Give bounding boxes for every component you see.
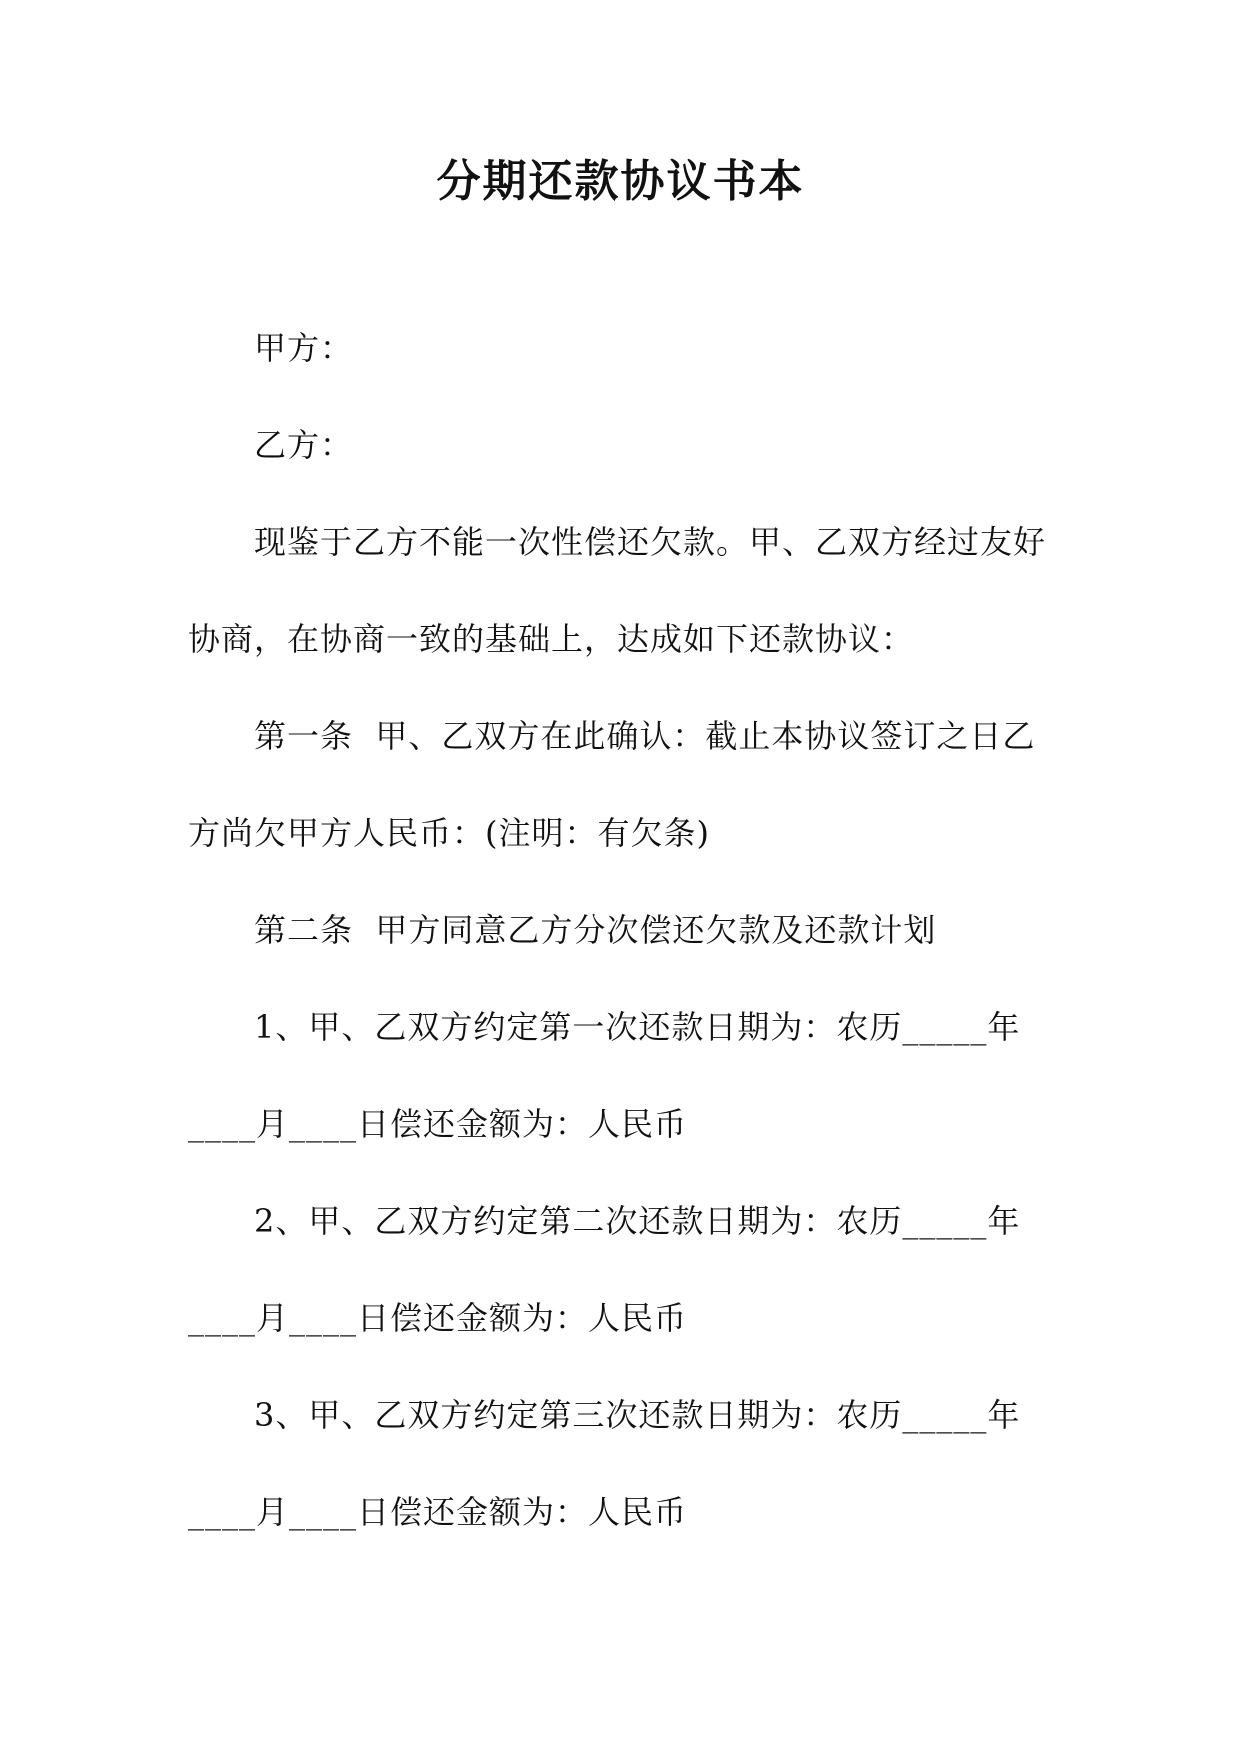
installment-one-paragraph: 1、甲、乙双方约定第一次还款日期为：农历_____年____月____日偿还金额为：人民币 bbox=[188, 1008, 1021, 1143]
party-a-line: 甲方： bbox=[254, 329, 354, 367]
installment-two-paragraph: 2、甲、乙双方约定第二次还款日期为：农历_____年____月____日偿还金额为：人民币 bbox=[188, 1202, 1021, 1337]
article-one-paragraph: 第一条 甲、乙双方在此确认：截止本协议签订之日乙方尚欠甲方人民币：(注明：有欠条) bbox=[188, 717, 1036, 852]
document-body bbox=[188, 300, 1048, 1561]
document-title: 分期还款协议书本 bbox=[436, 156, 805, 207]
party-b-line: 乙方： bbox=[254, 426, 354, 464]
installment-three-paragraph: 3、甲、乙双方约定第三次还款日期为：农历_____年____月____日偿还金额为：人民币 bbox=[188, 1396, 1021, 1531]
preamble-paragraph: 现鉴于乙方不能一次性偿还欠款。甲、乙双方经过友好协商，在协商一致的基础上，达成如下还款协议： bbox=[188, 523, 1047, 658]
article-two-paragraph: 第二条 甲方同意乙方分次偿还欠款及还款计划 bbox=[254, 911, 937, 949]
